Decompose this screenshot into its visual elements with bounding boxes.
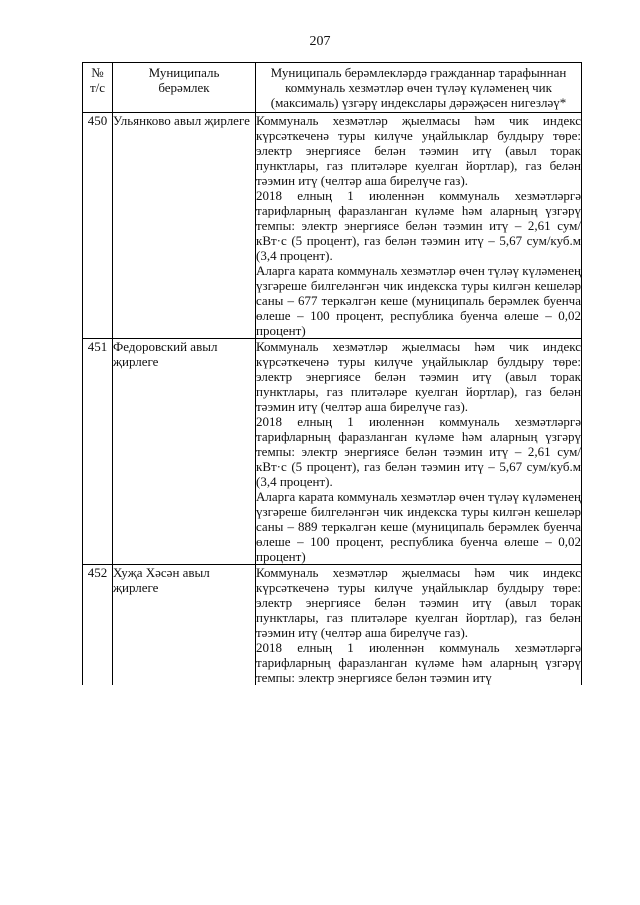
header-municipality: Муниципаль берәмлек [113, 63, 256, 113]
tariff-index-table [82, 62, 582, 685]
row-number: 452 [83, 565, 113, 686]
index-description [256, 339, 582, 565]
paragraph: Коммуналь хезмәтләр җыелмасы һәм чик индекс күрсәткеченә туры килүче уңайлыклар булдыру төре: электр энергиясе белән тәэмин итү (авыл торак пунктлары, газ плитәләре куелган йортлар), газ белән тәэмин итү (челтәр аша бирелүче газ). [256, 339, 581, 414]
table-header-row [83, 63, 582, 113]
municipality-name: Хуҗа Хәсән авыл җирлеге [113, 565, 256, 686]
header-number: № т/с [83, 63, 113, 113]
table-row [83, 565, 582, 686]
table-row [83, 113, 582, 339]
header-index: Муниципаль берәмлекләрдә гражданнар тарафыннан коммуналь хезмәтләр өчен түләү күләменең чик (максималь) үзгәрү индекслары дәрәҗәсен нигезләү* [256, 63, 582, 113]
page-number: 207 [309, 34, 331, 49]
row-number: 451 [83, 339, 113, 565]
municipality-name: Федоровский авыл җирлеге [113, 339, 256, 565]
paragraph: 2018 елның 1 июленнән коммуналь хезмәтләргә тарифларның фаразланган күләме һәм аларның үзгәрү темпы: электр энергиясе белән тәэмин итү – 2,61 сум/кВт·с (5 процент), газ белән тәэмин итү – 5,67 сум/куб.м (3,4 процент). [256, 414, 581, 489]
paragraph: 2018 елның 1 июленнән коммуналь хезмәтләргә тарифларның фаразланган күләме һәм аларның үзгәрү темпы: электр энергиясе белән тәэмин итү [256, 640, 581, 685]
paragraph: 2018 елның 1 июленнән коммуналь хезмәтләргә тарифларның фаразланган күләме һәм аларның үзгәрү темпы: электр энергиясе белән тәэмин итү – 2,61 сум/кВт·с (5 процент), газ белән тәэмин итү – 5,67 сум/куб.м (3,4 процент). [256, 188, 581, 263]
paragraph: Коммуналь хезмәтләр җыелмасы һәм чик индекс күрсәткеченә туры килүче уңайлыклар булдыру төре: электр энергиясе белән тәэмин итү (авыл торак пунктлары, газ плитәләре куелган йортлар), газ белән тәэмин итү (челтәр аша бирелүче газ). [256, 565, 581, 640]
row-number: 450 [83, 113, 113, 339]
index-description [256, 113, 582, 339]
index-description [256, 565, 582, 686]
paragraph: Аларга карата коммуналь хезмәтләр өчен түләү күләменең үзгәреше билгеләнгән чик индекска туры килгән кешеләр саны – 677 теркәлгән кеше (муниципаль берәмлек буенча өлеше – 100 процент, республика буенча өлеше – 0,02 процент) [256, 263, 581, 338]
table-row [83, 339, 582, 565]
municipality-name: Ульянково авыл җирлеге [113, 113, 256, 339]
paragraph: Коммуналь хезмәтләр җыелмасы һәм чик индекс күрсәткеченә туры килүче уңайлыклар булдыру төре: электр энергиясе белән тәэмин итү (авыл торак пунктлары, газ плитәләре куелган йортлар), газ белән тәэмин итү (челтәр аша бирелүче газ). [256, 113, 581, 188]
paragraph: Аларга карата коммуналь хезмәтләр өчен түләү күләменең үзгәреше билгеләнгән чик индекска туры килгән кешеләр саны – 889 теркәлгән кеше (муниципаль берәмлек буенча өлеше – 100 процент, республика буенча өлеше – 0,02 процент) [256, 489, 581, 564]
